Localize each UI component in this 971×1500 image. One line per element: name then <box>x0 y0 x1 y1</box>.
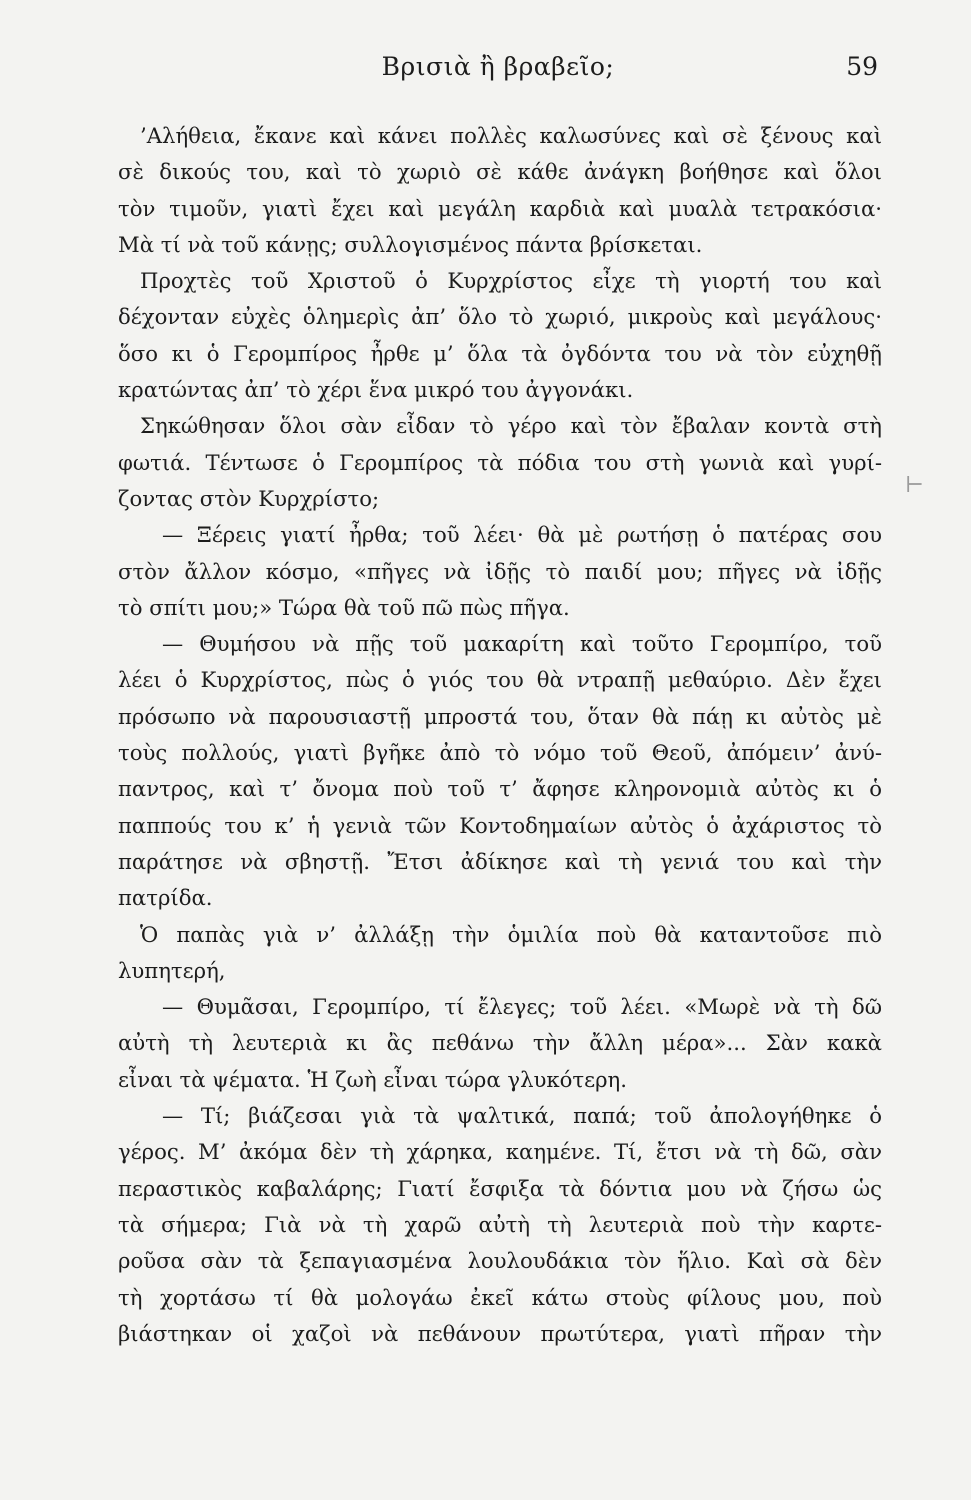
text-line: περαστικὸς καβαλάρης; Γιατί ἔσφιξα τὰ δόντια μου νὰ ζήσω ὡς <box>118 1175 882 1201</box>
text-line: αὐτὴ τὴ λευτεριὰ κι ἂς πεθάνω τὴν ἄλλη μέρα»... Σὰν κακὰ <box>118 1030 882 1056</box>
text-line: Ὁ παπὰς γιὰ ν’ ἀλλάξῃ τὴν ὁμιλία ποὺ θὰ καταντοῦσε πιὸ <box>140 921 882 947</box>
text-line: Μὰ τί νὰ τοῦ κάνῃς; συλλογισμένος πάντα βρίσκεται. <box>118 231 703 257</box>
text-line: δέχονταν εὐχὲς ὁλημερὶς ἀπ’ ὅλο τὸ χωριό, μικροὺς καὶ μεγάλους· <box>118 304 882 330</box>
text-line: φωτιά. Τέντωσε ὁ Γερομπίρος τὰ πόδια του στὴ γωνιὰ καὶ γυρί- <box>118 449 882 475</box>
text-line: σὲ δικούς του, καὶ τὸ χωριὸ σὲ κάθε ἀνάγκη βοήθησε καὶ ὅλοι <box>118 159 882 185</box>
text-line: τὸ σπίτι μου;» Τώρα θὰ τοῦ πῶ πὼς πῆγα. <box>118 594 570 620</box>
text-line: τὰ σήμερα; Γιὰ νὰ τὴ χαρῶ αὐτὴ τὴ λευτεριὰ ποὺ τὴν καρτε- <box>118 1211 882 1237</box>
text-line: παντρος, καὶ τ’ ὄνομα ποὺ τοῦ τ’ ἄφησε κληρονομιὰ αὐτὸς κι ὁ <box>118 776 882 802</box>
text-line: πατρίδα. <box>118 885 213 911</box>
running-title: Βρισιὰ ἢ βραβεῖο; <box>381 52 615 81</box>
margin-mark: ⊢ <box>905 473 924 498</box>
text-line: — Θυμήσου νὰ πῇς τοῦ μακαρίτη καὶ τοῦτο Γερομπίρο, τοῦ <box>162 631 882 657</box>
text-line: τοὺς πολλούς, γιατὶ βγῆκε ἀπὸ τὸ νόμο τοῦ Θεοῦ, ἀπόμειν’ ἀνύ- <box>118 740 882 766</box>
text-line: Προχτὲς τοῦ Χριστοῦ ὁ Κυρχρίστος εἶχε τὴ γιορτή του καὶ <box>140 268 882 294</box>
text-line: τὸν τιμοῦν, γιατὶ ἔχει καὶ μεγάλη καρδιὰ καὶ μυαλὰ τετρακόσια· <box>118 195 882 221</box>
text-line: τὴ χορτάσω τί θὰ μολογάω ἐκεῖ κάτω στοὺς φίλους μου, ποὺ <box>118 1284 882 1310</box>
text-line: ’Αλήθεια, ἔκανε καὶ κάνει πολλὲς καλωσύνες καὶ σὲ ξένους καὶ <box>140 123 882 148</box>
text-line: ὅσο κι ὁ Γερομπίρος ἦρθε μ’ ὅλα τὰ ὀγδόντα του νὰ τὸν εὐχηθῇ <box>118 340 882 366</box>
page-header <box>118 52 878 92</box>
text-line: — Ξέρεις γιατί ἦρθα; τοῦ λέει· θὰ μὲ ρωτήσῃ ὁ πατέρας σου <box>162 522 882 548</box>
text-line: Σηκώθησαν ὅλοι σὰν εἶδαν τὸ γέρο καὶ τὸν ἔβαλαν κοντὰ στὴ <box>140 413 882 439</box>
text-line: βιάστηκαν οἱ χαζοὶ νὰ πεθάνουν πρωτύτερα, γιατὶ πῆραν τὴν <box>118 1320 882 1346</box>
text-line: εἶναι τὰ ψέματα. Ἡ ζωὴ εἶναι τώρα γλυκότερη. <box>118 1066 627 1092</box>
text-line: πρόσωπο νὰ παρουσιαστῇ μπροστά του, ὅταν θὰ πάῃ κι αὐτὸς μὲ <box>118 703 882 729</box>
text-line: στὸν ἄλλον κόσμο, «πῆγες νὰ ἰδῇς τὸ παιδί μου; πῆγες νὰ ἰδῇς <box>118 558 882 584</box>
text-line: λυπητερή, <box>118 957 226 983</box>
text-line: ροῦσα σὰν τὰ ξεπαγιασμένα λουλουδάκια τὸν ἥλιο. Καὶ σὰ δὲν <box>118 1248 882 1274</box>
text-line: γέρος. Μ’ ἀκόμα δὲν τὴ χάρηκα, καημένε. Τί, ἔτσι νὰ τὴ δῶ, σὰν <box>118 1139 882 1165</box>
page-number: 59 <box>846 52 878 81</box>
text-line: παράτησε νὰ σβηστῇ. Ἔτσι ἀδίκησε καὶ τὴ γενιά του καὶ τὴν <box>118 848 882 874</box>
text-line: — Τί; βιάζεσαι γιὰ τὰ ψαλτικά, παπά; τοῦ ἀπολογήθηκε ὁ <box>162 1103 882 1129</box>
text-line: λέει ὁ Κυρχρίστος, πὼς ὁ γιός του θὰ ντραπῇ μεθαύριο. Δὲν ἔχει <box>118 667 882 693</box>
body-text <box>118 118 882 1352</box>
text-line: — Θυμᾶσαι, Γερομπίρο, τί ἔλεγες; τοῦ λέει. «Μωρὲ νὰ τὴ δῶ <box>162 994 882 1020</box>
text-line: κρατώντας ἀπ’ τὸ χέρι ἕνα μικρό του ἀγγονάκι. <box>118 377 634 403</box>
text-line: παππούς του κ’ ἡ γενιὰ τῶν Κοντοδημαίων αὐτὸς ὁ ἀχάριστος τὸ <box>118 812 882 838</box>
text-line: ζοντας στὸν Κυρχρίστο; <box>118 485 380 511</box>
